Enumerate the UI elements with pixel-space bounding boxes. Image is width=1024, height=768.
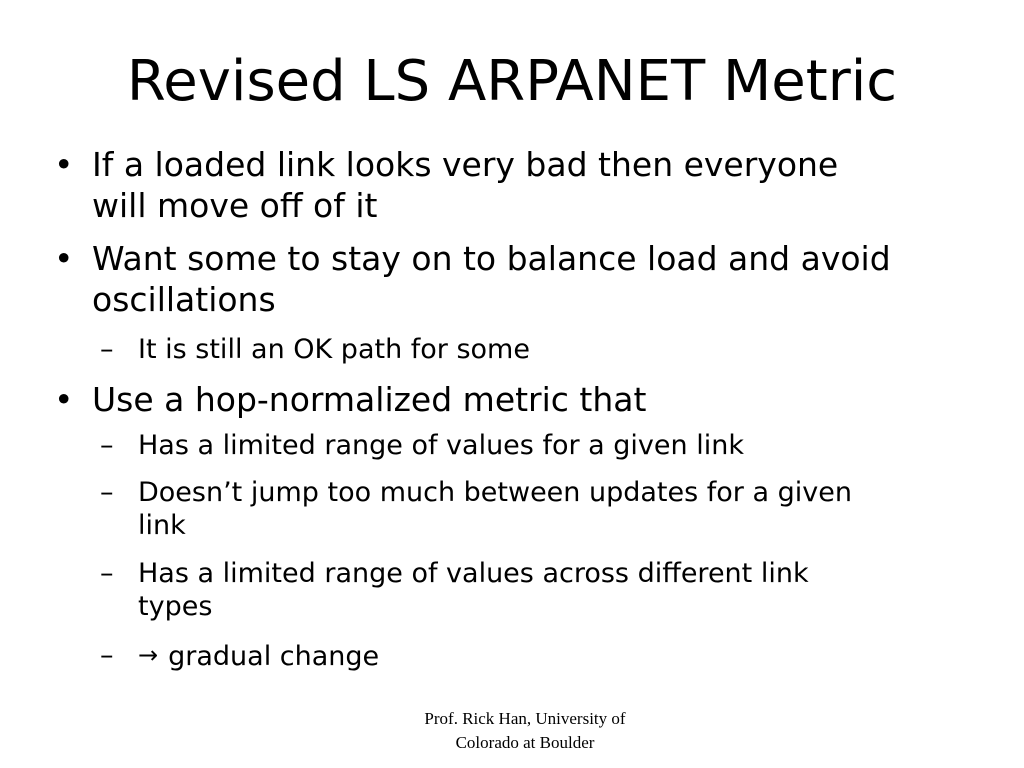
sub-bullet-text: Has a limited range of values across different link types bbox=[138, 558, 809, 622]
right-arrow-icon: → bbox=[138, 641, 159, 669]
sub-bullet-marker: – bbox=[100, 640, 114, 671]
slide-title: Revised LS ARPANET Metric bbox=[126, 49, 898, 114]
bullet-marker: • bbox=[54, 380, 74, 419]
bullet-text: Use a hop-normalized metric that bbox=[92, 380, 647, 419]
bullet-text: If a loaded link looks very bad then everyone will move off of it bbox=[92, 145, 839, 225]
slide-footer: Prof. Rick Han, University of Colorado at Boulder bbox=[424, 709, 626, 752]
sub-bullet-marker: – bbox=[100, 430, 114, 461]
sub-bullet-marker: – bbox=[100, 558, 114, 589]
sub-bullet-text: gradual change bbox=[168, 641, 380, 672]
sub-bullet-text: Doesn’t jump too much between updates for a given link bbox=[138, 477, 852, 541]
bullet-marker: • bbox=[54, 145, 74, 184]
sub-bullet-text: It is still an OK path for some bbox=[138, 334, 530, 365]
bullet-marker: • bbox=[54, 239, 74, 278]
sub-bullet-marker: – bbox=[100, 334, 114, 365]
sub-bullet-marker: – bbox=[100, 477, 114, 508]
bullet-text: Want some to stay on to balance load and avoid oscillations bbox=[92, 239, 891, 319]
sub-bullet-text: Has a limited range of values for a given link bbox=[138, 430, 744, 461]
sub-bullet-text-with-icon bbox=[138, 639, 978, 673]
